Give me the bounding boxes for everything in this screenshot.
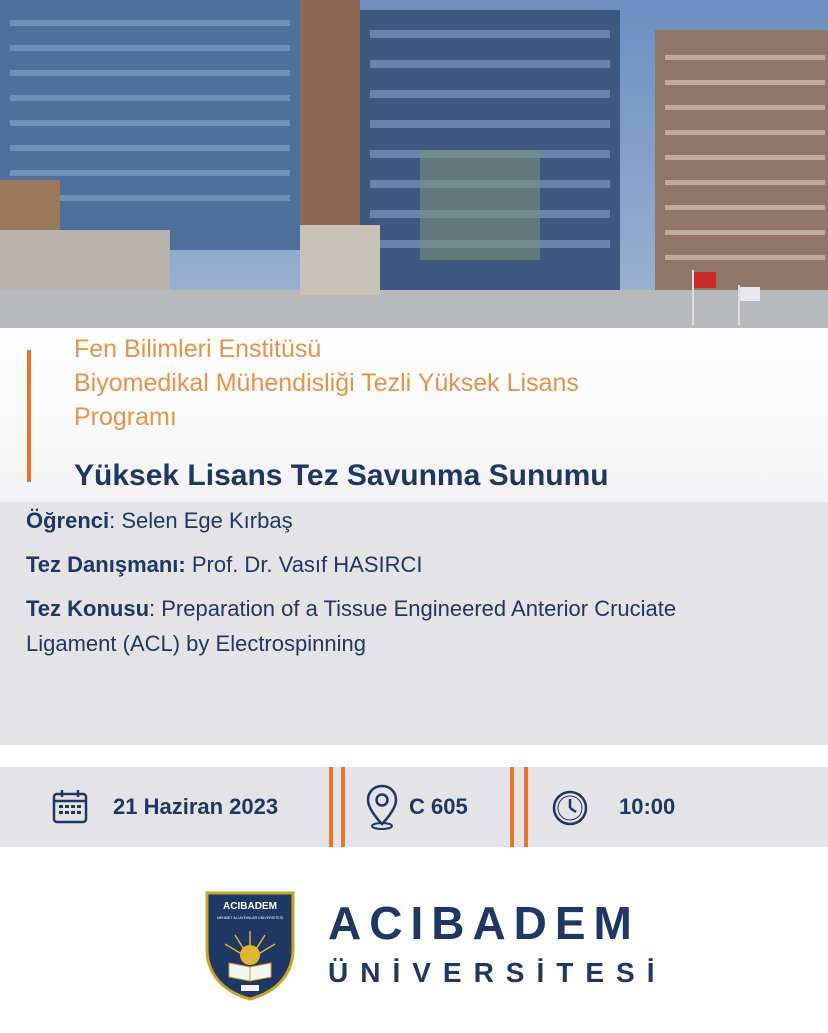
clock-icon xyxy=(551,789,589,832)
topic-value-line-1: : Preparation of a Tissue Engineered Anterior Cruciate xyxy=(149,596,677,621)
student-value: : Selen Ege Kırbaş xyxy=(109,508,293,533)
university-crest-icon xyxy=(203,889,297,1006)
crest-top-text: ACIBADEM xyxy=(223,901,277,912)
advisor-row xyxy=(26,548,423,582)
student-row xyxy=(26,504,293,538)
location-pin-icon xyxy=(366,784,398,835)
building-illustration xyxy=(0,0,828,328)
institute-text xyxy=(74,332,794,434)
advisor-label: Tez Danışmanı: xyxy=(26,552,186,577)
brand-name: ACIBADEM xyxy=(328,897,640,949)
institute-line-1: Fen Bilimleri Enstitüsü xyxy=(74,335,322,363)
room-text: C 605 xyxy=(409,794,468,819)
calendar-icon xyxy=(52,788,88,829)
accent-bar xyxy=(27,350,31,482)
topic-label: Tez Konusu xyxy=(26,596,150,621)
time-text: 10:00 xyxy=(619,794,676,819)
separator-2b xyxy=(524,767,528,847)
separator-1b xyxy=(341,767,345,847)
institute-line-2: Biyomedikal Mühendisliği Tezli Yüksek Lisans xyxy=(74,369,579,397)
brand-subtitle: ÜNİVERSİTESİ xyxy=(328,957,667,988)
institute-line-3: Programı xyxy=(74,403,177,431)
event-title: Yüksek Lisans Tez Savunma Sunumu xyxy=(74,459,609,492)
date-text: 21 Haziran 2023 xyxy=(113,794,279,819)
advisor-value: Prof. Dr. Vasıf HASIRCI xyxy=(185,552,423,577)
campus-building-photo xyxy=(0,0,828,328)
topic-value-line-2: Ligament (ACL) by Electrospinning xyxy=(26,631,366,656)
crest-sub-text: MEHMET ALİ AYDINLAR ÜNİVERSİTESİ xyxy=(216,916,284,920)
student-label: Öğrenci xyxy=(26,508,110,533)
topic-row xyxy=(26,592,676,626)
topic-row-continued xyxy=(26,627,366,661)
separator-2a xyxy=(510,767,514,847)
spacer xyxy=(0,745,828,767)
separator-1a xyxy=(329,767,333,847)
